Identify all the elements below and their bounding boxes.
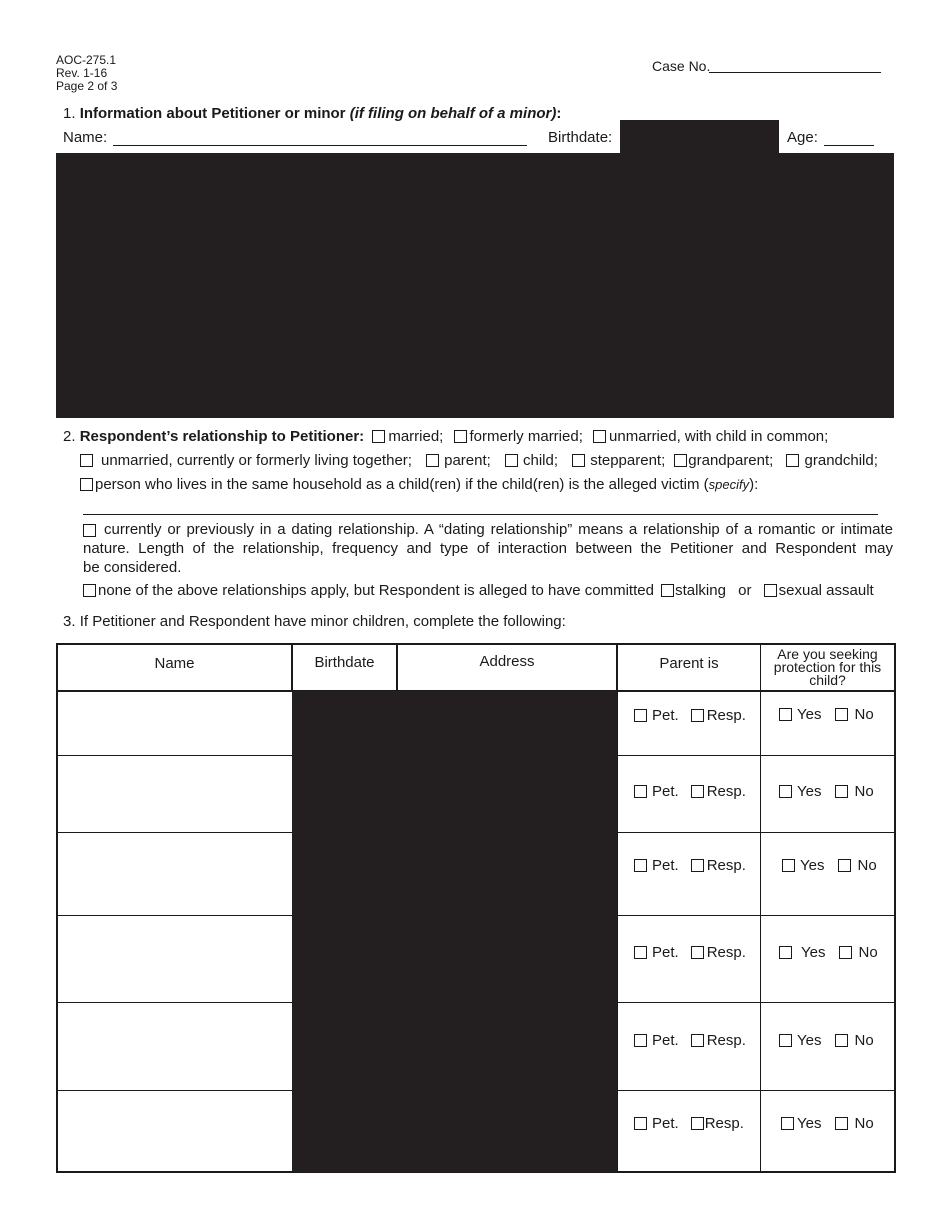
col-header-protection: Are you seeking protection for this child? [773,646,882,688]
yes-checkbox[interactable] [779,1034,792,1047]
dating-line3: be considered. [83,559,182,576]
pet-checkbox[interactable] [634,859,647,872]
dating-line1: currently or previously in a dating relationship. A “dating relationship” means a relationship of a romantic or intimate [83,521,893,538]
pet-checkbox[interactable] [634,1117,647,1130]
yes-checkbox[interactable] [779,708,792,721]
pet-checkbox[interactable] [634,785,647,798]
household-checkbox[interactable] [80,478,93,491]
yes-checkbox[interactable] [781,1117,794,1130]
redacted-children-details [292,691,617,1172]
child-name-field[interactable] [58,1091,291,1171]
dating-checkbox[interactable] [83,524,96,537]
section2-none-row: none of the above relationships apply, but Respondent is alleged to have committed stalking or sexual assault [83,582,874,599]
name-field[interactable] [113,129,527,146]
dating-line2: nature. Length of the relationship, frequency and type of interaction between the Petitioner and Respondent may [83,540,893,557]
child-checkbox[interactable] [505,454,518,467]
yes-checkbox[interactable] [779,785,792,798]
redacted-birthdate [620,120,779,154]
child-name-field[interactable] [58,756,291,832]
case-number-field[interactable] [709,58,881,73]
section3-heading: 3. If Petitioner and Respondent have minor children, complete the following: [63,613,566,630]
row6-protection-options: Yes No [781,1115,874,1132]
page-number: Page 2 of 3 [56,79,118,93]
none-apply-checkbox[interactable] [83,584,96,597]
section2-row2: unmarried, currently or formerly living together; parent; child; stepparent; grandparent; grandchild; [80,452,878,469]
pet-checkbox[interactable] [634,709,647,722]
redacted-block [56,153,894,418]
child-name-field[interactable] [58,1003,291,1090]
child-name-field[interactable] [58,833,291,915]
row1-protection-options: Yes No [779,706,874,723]
stepparent-checkbox[interactable] [572,454,585,467]
no-checkbox[interactable] [835,785,848,798]
resp-checkbox[interactable] [691,859,704,872]
resp-checkbox[interactable] [691,709,704,722]
row1-parent-options: Pet. Resp. [634,707,746,724]
row3-parent-options: Pet. Resp. [634,857,746,874]
unmarried-child-checkbox[interactable] [593,430,606,443]
section1-heading: 1. Information about Petitioner or minor (if filing on behalf of a minor): [63,105,562,122]
row5-parent-options: Pet. Resp. [634,1032,746,1049]
col-header-parent-is: Parent is [659,655,719,672]
age-label: Age: [787,129,818,146]
grandchild-checkbox[interactable] [786,454,799,467]
pet-checkbox[interactable] [634,946,647,959]
resp-checkbox[interactable] [691,1117,704,1130]
case-number-label: Case No. [652,58,711,74]
resp-checkbox[interactable] [691,785,704,798]
resp-checkbox[interactable] [691,946,704,959]
resp-checkbox[interactable] [691,1034,704,1047]
row4-parent-options: Pet. Resp. [634,944,746,961]
pet-checkbox[interactable] [634,1034,647,1047]
row6-parent-options: Pet. Resp. [634,1115,744,1132]
row3-protection-options: Yes No [782,857,877,874]
stalking-checkbox[interactable] [661,584,674,597]
row4-protection-options: Yes No [779,944,878,961]
name-label: Name: [63,129,108,146]
married-checkbox[interactable] [372,430,385,443]
child-name-field[interactable] [58,916,291,1002]
no-checkbox[interactable] [835,1034,848,1047]
row5-protection-options: Yes No [779,1032,874,1049]
row2-parent-options: Pet. Resp. [634,783,746,800]
parent-checkbox[interactable] [426,454,439,467]
section2-row1: 2. Respondent’s relationship to Petitioner: married; formerly married; unmarried, with child in common; [63,428,829,445]
row2-protection-options: Yes No [779,783,874,800]
section2-row3: person who lives in the same household as a child(ren) if the child(ren) is the alleged victim (specify): [80,476,758,493]
birthdate-label: Birthdate: [548,129,613,146]
no-checkbox[interactable] [835,1117,848,1130]
yes-checkbox[interactable] [782,859,795,872]
household-specify-field[interactable] [83,497,878,515]
form-id: AOC-275.1 [56,53,117,67]
no-checkbox[interactable] [838,859,851,872]
grandparent-checkbox[interactable] [674,454,687,467]
age-field[interactable] [824,129,874,146]
col-header-name: Name [154,655,195,672]
formerly-married-checkbox[interactable] [454,430,467,443]
yes-checkbox[interactable] [779,946,792,959]
no-checkbox[interactable] [839,946,852,959]
col-header-address: Address [479,653,535,670]
col-header-birthdate: Birthdate [314,654,375,671]
child-name-field[interactable] [58,692,291,755]
living-together-checkbox[interactable] [80,454,93,467]
no-checkbox[interactable] [835,708,848,721]
sexual-assault-checkbox[interactable] [764,584,777,597]
revision: Rev. 1-16 [56,66,108,80]
